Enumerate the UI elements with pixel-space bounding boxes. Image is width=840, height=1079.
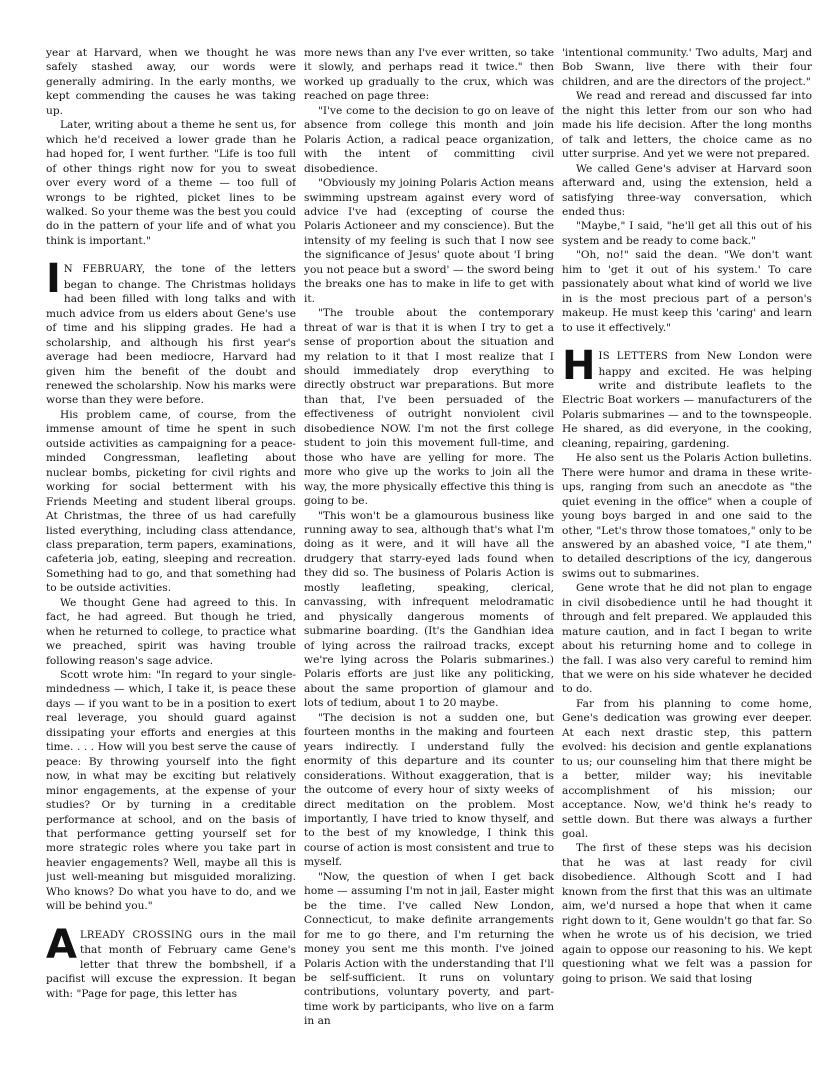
section-lead-paragraph <box>46 921 296 1001</box>
body-paragraph: "Now, the question of when I get back home — assuming I'm not in jail, Easter might be the time. I've called New London, Connecticut, to make definite arrangements for me to go there, and I'm returning the money you sent me this month. I've joined Polaris Action with the understanding that I'll be self-sufficient. It runs on voluntary contributions, voluntary poverty, and part-time work by participants, who live on a farm in an <box>304 870 554 1028</box>
body-paragraph: "I've come to the decision to go on leave of absence from college this month and join Polaris Action, a radical peace organization, with the intent of committing civil disobedience. <box>304 104 554 175</box>
body-paragraph: He also sent us the Polaris Action bulletins. There were humor and drama in these write-ups, ranging from such an anecdote as "the quiet evening in the office" when a couple of young boys barged in and one said to the other, "Let's throw those tomatoes," only to be answered by an abashed voice, "I ate them," to detailed descriptions of the icy, dangerous swims out to submarines. <box>562 452 812 580</box>
drop-cap: A <box>46 921 77 968</box>
body-paragraph: We called Gene's adviser at Harvard soon afterward and, using the extension, held a satisfying three-way conversation, which ended thus: <box>562 162 812 218</box>
text-columns <box>46 46 822 1079</box>
body-paragraph: "Oh, no!" said the dean. "We don't want him to 'get it out of his system.' To care passionately about what kind of world we live in is the most precious part of a person's makeup. He must keep this 'caring' and learn to use it effectively." <box>562 249 812 334</box>
body-paragraph: The first of these steps was his decision that he was at last ready for civil disobedience. Although Scott and I had known from the first that this was an ultimate aim, we'd nursed a hope that when it came right down to it, Gene wouldn't go that far. So when he wrote us of his decision, we tried again to oppose our reasoning to his. We kept questioning what we felt was a passion for going to prison. We said that losing <box>562 842 812 985</box>
paragraph-text: ours in the mail that month of February came Gene's letter that threw the bombshell, if a pacifist will excuse the expression. It began with: "Page for page, this letter has <box>46 928 296 1000</box>
body-paragraph: year at Harvard, when we thought he was safely stashed away, our words were generally admiring. In the early months, we kept commending the causes he was taking up. <box>46 47 296 117</box>
column-1 <box>46 46 296 1079</box>
body-paragraph: We read and reread and discussed far into the night this letter from our son who had made his life decision. After the long months of talk and letters, the choice came as no utter surprise. And yet we were not prepared. <box>562 90 812 161</box>
paragraph-text: from New London were happy and excited. He was helping write and distribute leaflets to the Electric Boat workers — manufacturers of the Polaris submarines — and to the townspeople. He shared, as did everyone, in the cooking, cleaning, repairing, gardening. <box>562 350 812 450</box>
paragraph-text: the tone of the letters began to change. The Christmas holidays had been filled with long talks and with much advice from us elders about Gene's use of time and his slipping grades. He had a scholarship, and although his first year's average had been mediocre, Harvard had given him the benefit of the doubt and renewed the scholarship. Now his marks were worse than they were before. <box>46 263 296 407</box>
drop-cap: I <box>46 256 61 303</box>
column-2 <box>304 46 554 1079</box>
body-paragraph: Scott wrote him: "In regard to your single-mindedness — which, I take it, is peace these days — if you want to be in a position to exert real leverage, you should guard against dissipating your efforts and energies at this time. . . . How will you best serve the cause of peace: By throwing yourself into the fight now, in what may be exciting but relatively minor engagements, at the expense of your studies? Or by turning in a creditable performance at school, and on the basis of that performance getting yourself set for more strategic roles where you take part in heavier engagements? Well, maybe all this is just well-meaning but misguided moralizing. Who knows? Do what you have to do, and we will be behind you." <box>46 669 296 913</box>
lead-in-caps: IS LETTERS <box>598 351 669 363</box>
body-paragraph: His problem came, of course, from the immense amount of time he spent in such outside activities as campaigning for a peace-minded Congressman, leafleting about nuclear bombs, picketing for civil rights and working for social betterment with his Friends Meeting and student liberal groups. At Christmas, the three of us had carefully listed everything, including class attendance, class preparation, term papers, examinations, cafeteria job, eating, sleeping and recreation. Something had to go, and that something had to be outside activities. <box>46 408 296 595</box>
body-paragraph: Gene wrote that he did not plan to engage in civil disobedience until he had thought it through and felt prepared. We applauded this mature caution, and in fact I began to write about his returning home and to college in the fall. I was also very careful to remind him that we were on his side whatever he decided to do. <box>562 582 812 696</box>
body-paragraph: more news than any I've ever written, so take it slowly, and perhaps read it twice." then worked up gradually to the crux, which was reached on page three: <box>304 47 554 103</box>
body-paragraph: "Maybe," I said, "he'll get all this out of his system and be ready to come back." <box>562 220 812 247</box>
lead-in-caps: LREADY CROSSING <box>79 929 193 941</box>
body-paragraph: We thought Gene had agreed to this. In fact, he had agreed. But though he tried, when he returned to college, to practice what we preached, spirit was having trouble following reason's sage advice. <box>46 596 296 667</box>
body-paragraph: "Obviously my joining Polaris Action means swimming upstream against every word of advice I've had (excepting of course the Polaris Actioneer and my conscience). But the intensity of my feeling is such that I now see the significance of Jesus' quote about 'I bring you not peace but a sword' — the sword being the breaks one has to make in life to get with it. <box>304 177 554 305</box>
lead-in-caps: N FEBRUARY, <box>63 264 146 276</box>
body-paragraph: "The decision is not a sudden one, but fourteen months in the making and fourteen years indirectly. I understand fully the enormity of this departure and its counter considerations. Without exaggeration, that is the outcome of every hour of sixty weeks of direct meditation on the problem. Most importantly, I have tried to know thyself, and to the best of my knowledge, I think this course of action is most consistent and true to myself. <box>304 711 554 869</box>
body-paragraph: "The trouble about the contemporary threat of war is that it is when I try to get a sense of proportion about the situation and my relation to it that I most realize that I should immediately drop everything to directly obstruct war preparations. But more than that, I've been persuaded of the effectiveness of outright nonviolent civil disobedience NOW. I'm not the first college student to join this movement full-time, and those who have are yelling for more. The more who give up the works to join all the way, the more physically effective this thing is going to be. <box>304 307 554 508</box>
section-lead-paragraph <box>562 343 812 451</box>
body-paragraph: "This won't be a glamourous business like running away to sea, although that's what I'm doing as it were, and it will have all the drudgery that starry-eyed lads found when they did so. The business of Polaris Action is mostly leafleting, speaking, clerical, canvassing, with infrequent melodramatic and physically dangerous moments of submarine boarding. (It's the Gandhian idea of lying across the railroad tracks, except we're lying across the Polaris submarines.) Polaris efforts are just like any politicking, about the same proportion of glamour and lots of tedium, about 1 to 20 maybe. <box>304 509 554 710</box>
section-lead-paragraph <box>46 256 296 408</box>
drop-cap: H <box>562 343 596 390</box>
body-paragraph: 'intentional community.' Two adults, Marj and Bob Swann, live there with their four children, and are the directors of the project." <box>562 47 812 88</box>
body-paragraph: Far from his planning to come home, Gene's dedication was growing ever deeper. At each next drastic step, this pattern evolved: his decision and gentle explanations to us; our counseling him that there might be a better, milder way; his inevitable accomplishment of his mission; our acceptance. Now, we'd think he's ready to settle down. But there was always a further goal. <box>562 697 812 841</box>
column-3 <box>562 46 812 1079</box>
body-paragraph: Later, writing about a theme he sent us, for which he'd received a lower grade than he had hoped for, I went further. "Life is too full of other things right now for you to sweat over every word of a theme — too full of wrongs to be righted, picket lines to be walked. So your theme was the best you could do in the pattern of your life and of what you think is important." <box>46 119 296 247</box>
